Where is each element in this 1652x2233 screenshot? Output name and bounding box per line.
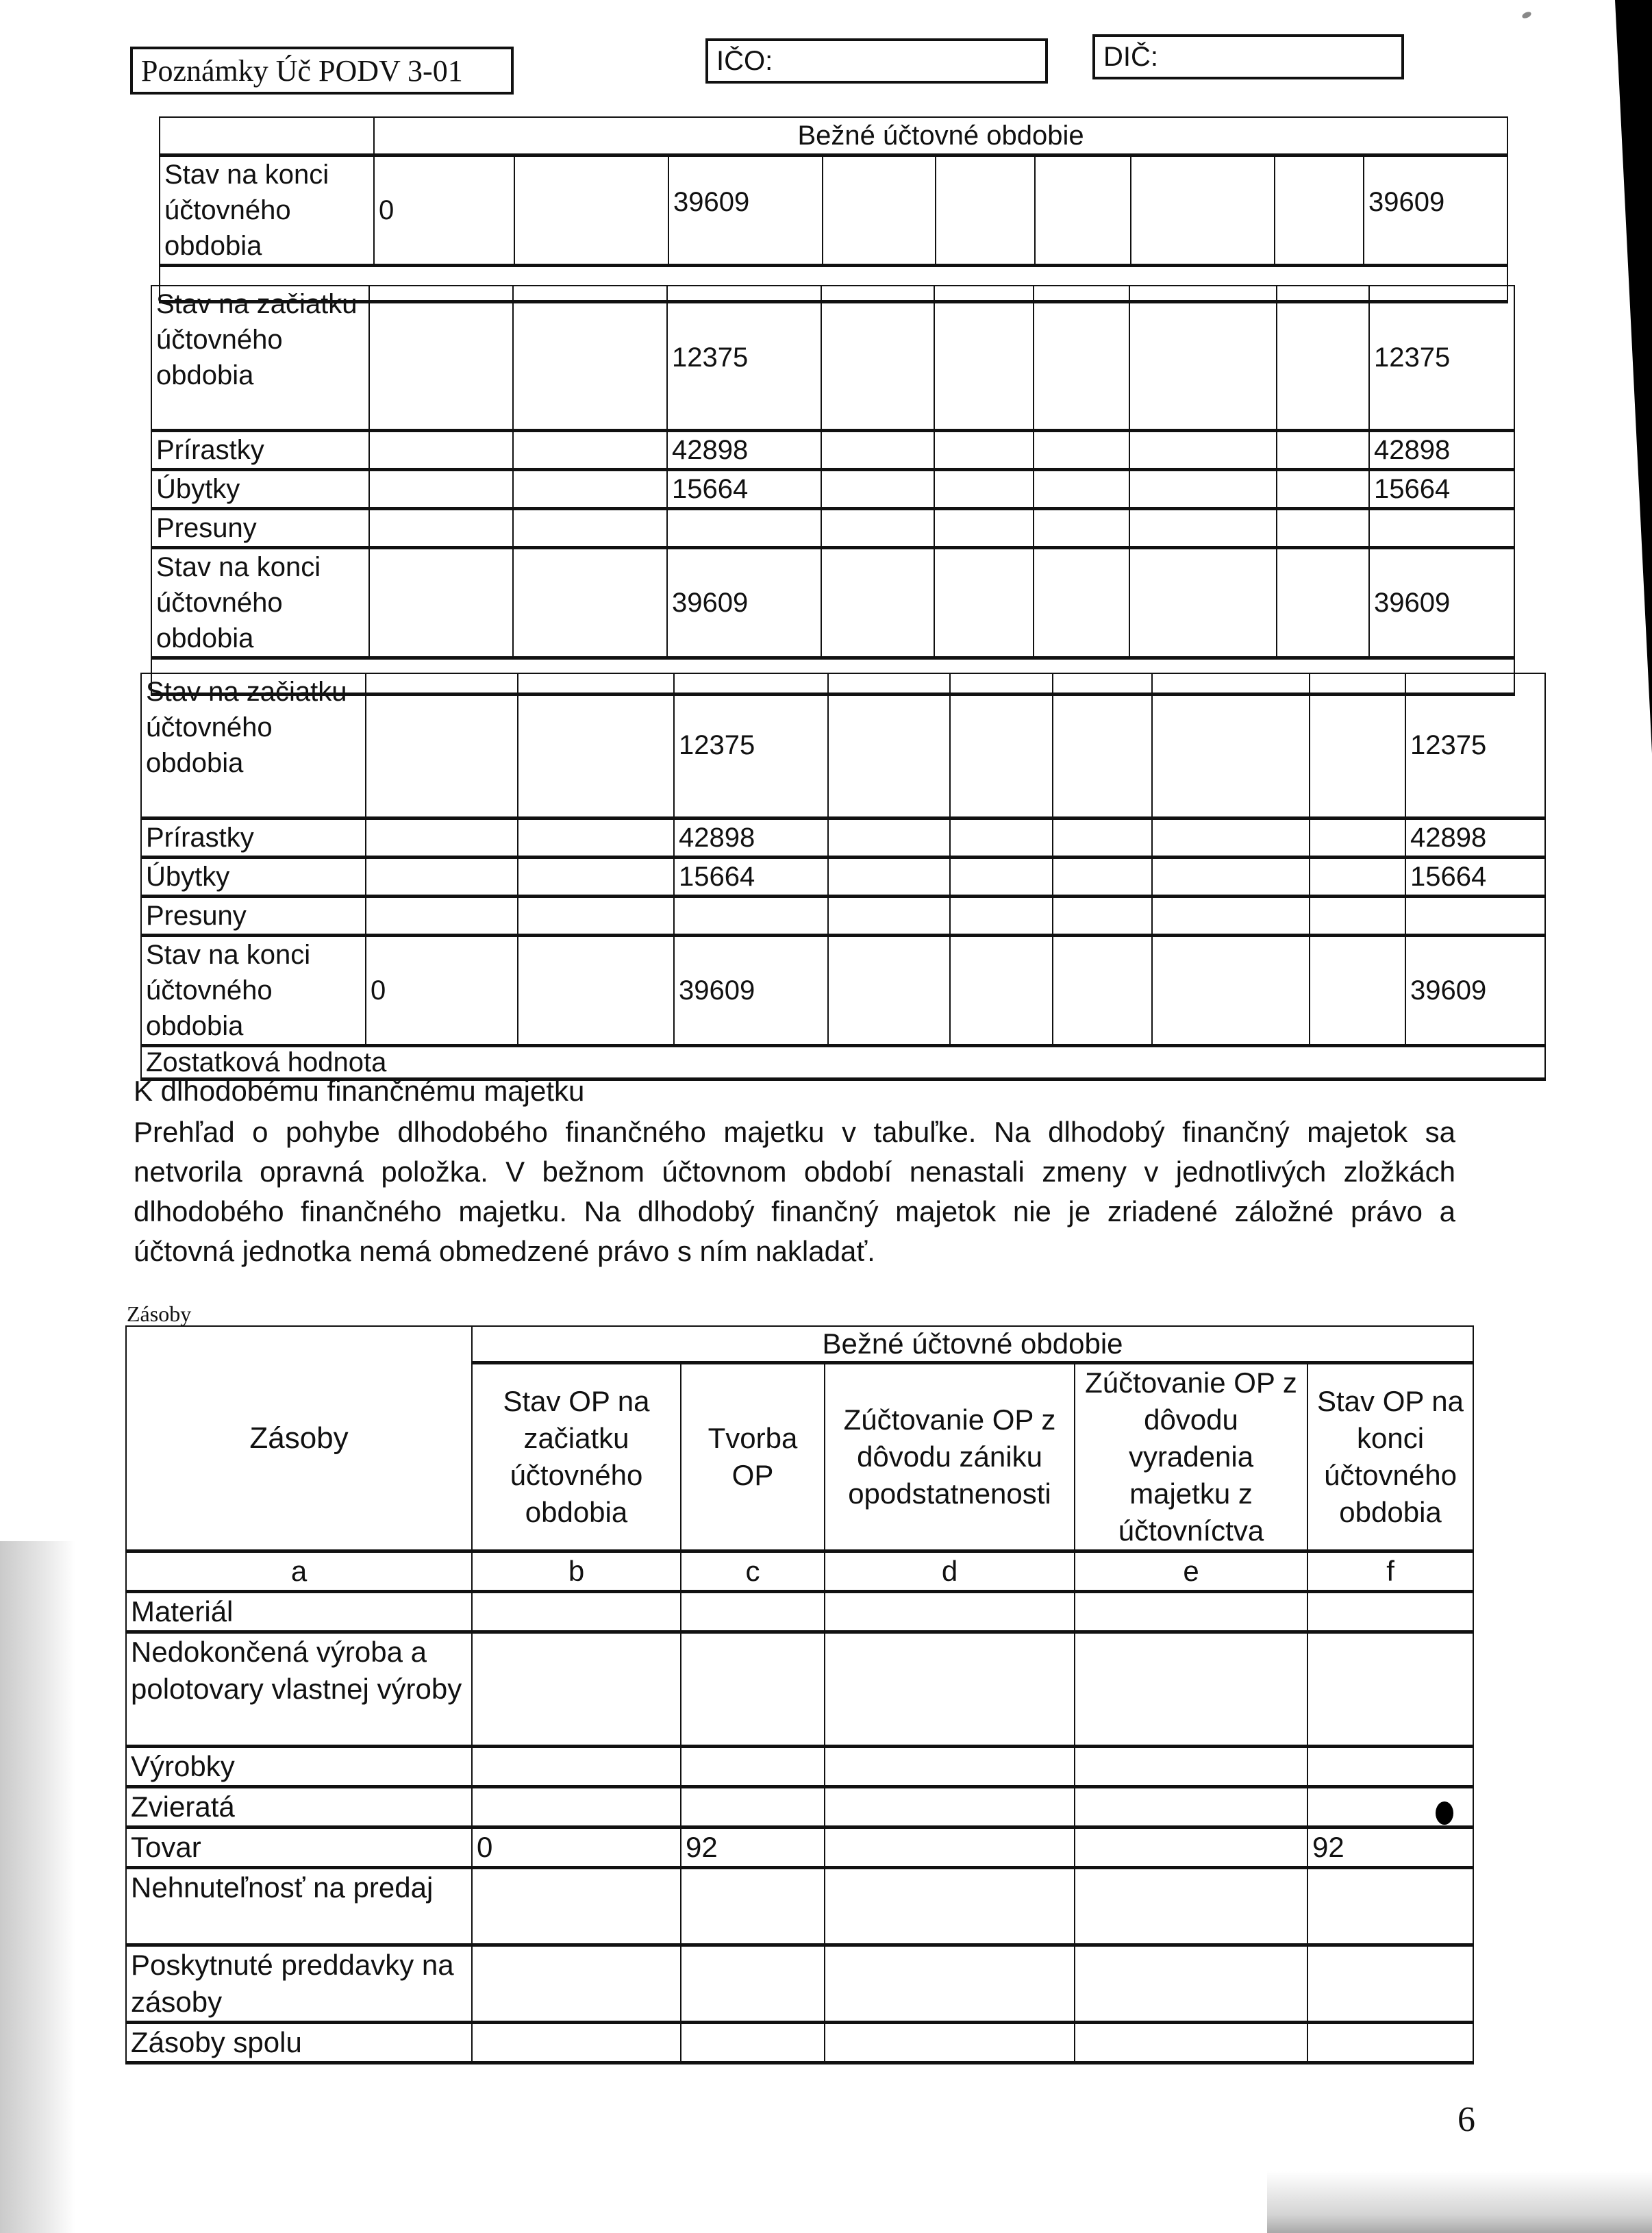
scan-speck (1521, 10, 1532, 19)
cell (681, 1632, 825, 1747)
table-row (126, 1592, 1473, 1632)
cell (950, 936, 1053, 1046)
table-row (126, 1747, 1473, 1787)
table-row (126, 1632, 1473, 1747)
cell (681, 1868, 825, 1945)
cell (1277, 548, 1369, 658)
cell (1405, 897, 1545, 936)
cell (1307, 2023, 1473, 2063)
asset-table-section-1 (159, 116, 1508, 303)
cell (1277, 286, 1369, 431)
cell: 15664 (674, 858, 828, 897)
cell (518, 897, 674, 936)
cell (472, 1592, 681, 1632)
row-label: Poskytnuté preddavky na zásoby (126, 1945, 472, 2023)
col-letter: c (681, 1551, 825, 1592)
cell (1075, 1787, 1307, 1827)
cell (950, 673, 1053, 819)
col-letter: b (472, 1551, 681, 1592)
cell (472, 2023, 681, 2063)
cell (1277, 431, 1369, 470)
table-row (141, 936, 1545, 1046)
cell (513, 431, 667, 470)
cell (1075, 1592, 1307, 1632)
table-row (141, 858, 1545, 897)
cell: 39609 (1369, 548, 1514, 658)
cell (472, 1868, 681, 1945)
table-row (151, 431, 1514, 470)
ico-field[interactable] (705, 38, 1048, 84)
col-header-opening-balance: Stav OP na začiatku účtovného obdobia (472, 1363, 681, 1551)
cell (934, 431, 1034, 470)
table-row (151, 548, 1514, 658)
cell (1053, 819, 1152, 858)
cell (1310, 673, 1405, 819)
table-row (126, 1868, 1473, 1945)
col-letter: e (1075, 1551, 1307, 1592)
cell (1053, 936, 1152, 1046)
cell (518, 673, 674, 819)
cell (518, 819, 674, 858)
cell (369, 470, 513, 509)
row-label: Tovar (126, 1827, 472, 1868)
row-label: Presuny (141, 897, 366, 936)
cell (472, 1787, 681, 1827)
row-label: Presuny (151, 509, 369, 548)
table-row (126, 1827, 1473, 1868)
cell (472, 1747, 681, 1787)
cell (823, 155, 936, 266)
row-label: Stav na konci účtovného obdobia (141, 936, 366, 1046)
cell (366, 819, 518, 858)
cell: 92 (1307, 1827, 1473, 1868)
row-label: Stav na konci účtovného obdobia (151, 548, 369, 658)
cell (934, 509, 1034, 548)
row-label: Nehnuteľnosť na predaj (126, 1868, 472, 1945)
form-title: Poznámky Úč PODV 3-01 (141, 53, 463, 88)
cell (1310, 897, 1405, 936)
col-letter: a (126, 1551, 472, 1592)
cell: 15664 (1405, 858, 1545, 897)
note-body: Prehľad o pohybe dlhodobého finančného majetku v tabuľke. Na dlhodobý finančný majetok sa netvorila opravná položka. V bežnom účtovnom období nenastali zmeny v jednotlivých zložkách dlhodobého finančného majetku. Na dlhodobý finančný majetok nie je zriadené záložné právo a účtovná jednotka nemá obmedzené právo s ním nakladať. (134, 1116, 1455, 1267)
cell (1053, 858, 1152, 897)
cell: 0 (472, 1827, 681, 1868)
col-letter: d (825, 1551, 1075, 1592)
asset-table-section-3 (140, 673, 1546, 1081)
cell (1307, 1592, 1473, 1632)
cell (681, 1787, 825, 1827)
table-row (141, 819, 1545, 858)
form-title-box (130, 47, 514, 95)
cell (821, 548, 934, 658)
row-label: Úbytky (141, 858, 366, 897)
cell (667, 509, 821, 548)
cell (1129, 431, 1277, 470)
cell (1310, 936, 1405, 1046)
cell (1131, 155, 1275, 266)
inventory-caption: Zásoby (127, 1301, 192, 1326)
cell (1277, 509, 1369, 548)
table-row (151, 509, 1514, 548)
cell (1310, 819, 1405, 858)
cell: 0 (366, 936, 518, 1046)
cell: 39609 (668, 155, 823, 266)
scan-left-shading (0, 1541, 75, 2233)
cell (821, 431, 934, 470)
cell (681, 1747, 825, 1787)
cell (513, 286, 667, 431)
row-label: Stav na konci účtovného obdobia (160, 155, 374, 266)
cell (1075, 1747, 1307, 1787)
page-number: 6 (1457, 2100, 1475, 2139)
table-row (151, 286, 1514, 431)
corner-cell (160, 117, 374, 155)
cell (1307, 1945, 1473, 2023)
row-label: Stav na začiatku účtovného obdobia (141, 673, 366, 819)
cell (1053, 673, 1152, 819)
financial-asset-note (134, 1074, 1455, 1271)
cell (1129, 286, 1277, 431)
cell (472, 1632, 681, 1747)
row-label: Prírastky (141, 819, 366, 858)
cell (1307, 1632, 1473, 1747)
cell (825, 1787, 1075, 1827)
cell (513, 470, 667, 509)
cell (1034, 286, 1129, 431)
cell (369, 548, 513, 658)
cell (1152, 673, 1310, 819)
table-row (126, 2023, 1473, 2063)
ink-blot (1436, 1801, 1453, 1825)
cell: 39609 (1405, 936, 1545, 1046)
cell (825, 2023, 1075, 2063)
cell (934, 470, 1034, 509)
row-label: Úbytky (151, 470, 369, 509)
table-row (160, 155, 1507, 266)
cell (681, 1592, 825, 1632)
cell (1307, 1747, 1473, 1787)
inventory-row-header: Zásoby (126, 1326, 472, 1551)
note-heading: K dlhodobému finančnému majetku (134, 1075, 585, 1107)
cell: 12375 (1405, 673, 1545, 819)
cell (1152, 819, 1310, 858)
cell (1034, 470, 1129, 509)
cell (1075, 1868, 1307, 1945)
cell (369, 286, 513, 431)
cell: 15664 (667, 470, 821, 509)
cell (825, 1632, 1075, 1747)
cell (1152, 858, 1310, 897)
scan-edge-shadow (1590, 0, 1652, 753)
cell (513, 509, 667, 548)
row-label: Zvieratá (126, 1787, 472, 1827)
cell (1053, 897, 1152, 936)
cell (1075, 1827, 1307, 1868)
scan-bottom-shading (1267, 2171, 1652, 2233)
period-header: Bežné účtovné obdobie (374, 117, 1507, 155)
cell (1075, 1945, 1307, 2023)
cell (828, 936, 950, 1046)
cell (681, 2023, 825, 2063)
cell: 12375 (667, 286, 821, 431)
ico-label: IČO: (716, 45, 773, 76)
cell (514, 155, 668, 266)
cell (821, 470, 934, 509)
row-label: Zásoby spolu (126, 2023, 472, 2063)
cell: 42898 (1369, 431, 1514, 470)
cell (828, 819, 950, 858)
cell (366, 858, 518, 897)
cell: 15664 (1369, 470, 1514, 509)
cell (518, 858, 674, 897)
row-label: Materiál (126, 1592, 472, 1632)
letter-row (126, 1551, 1473, 1592)
cell (828, 673, 950, 819)
row-label: Stav na začiatku účtovného obdobia (151, 286, 369, 431)
cell (1152, 936, 1310, 1046)
inventory-period-header: Bežné účtovné obdobie (472, 1326, 1473, 1363)
cell (369, 431, 513, 470)
cell (934, 286, 1034, 431)
cell (518, 936, 674, 1046)
cell (825, 1827, 1075, 1868)
cell (950, 897, 1053, 936)
cell (1075, 1632, 1307, 1747)
table-row (141, 897, 1545, 936)
col-header-creation: Tvorba OP (681, 1363, 825, 1551)
asset-table-section-2 (151, 285, 1515, 696)
cell (366, 673, 518, 819)
cell (681, 1945, 825, 2023)
cell (825, 1945, 1075, 2023)
table-row (126, 1945, 1473, 2023)
cell (825, 1592, 1075, 1632)
residual-value-label: Zostatková hodnota (141, 1046, 1545, 1080)
dic-field[interactable] (1092, 34, 1404, 79)
cell (1129, 509, 1277, 548)
cell (1034, 431, 1129, 470)
cell (366, 897, 518, 936)
cell (936, 155, 1035, 266)
cell: 39609 (667, 548, 821, 658)
cell (1035, 155, 1131, 266)
cell: 39609 (1364, 155, 1507, 266)
cell (821, 509, 934, 548)
cell (1129, 548, 1277, 658)
cell: 12375 (674, 673, 828, 819)
cell (825, 1868, 1075, 1945)
cell (674, 897, 828, 936)
cell (1310, 858, 1405, 897)
cell (1277, 470, 1369, 509)
dic-label: DIČ: (1103, 41, 1158, 72)
cell: 0 (374, 155, 514, 266)
cell (1075, 2023, 1307, 2063)
cell (950, 858, 1053, 897)
cell (934, 548, 1034, 658)
col-letter: f (1307, 1551, 1473, 1592)
row-label: Výrobky (126, 1747, 472, 1787)
cell (825, 1747, 1075, 1787)
table-row (126, 1787, 1473, 1827)
cell (1307, 1868, 1473, 1945)
cell (369, 509, 513, 548)
cell (828, 897, 950, 936)
cell: 12375 (1369, 286, 1514, 431)
cell (1369, 509, 1514, 548)
cell (1275, 155, 1364, 266)
cell (1129, 470, 1277, 509)
col-header-closing-balance: Stav OP na konci účtovného obdobia (1307, 1363, 1473, 1551)
row-label: Prírastky (151, 431, 369, 470)
col-header-settlement-disposal: Zúčtovanie OP z dôvodu vyradenia majetku z účtovníctva (1075, 1363, 1307, 1551)
cell (950, 819, 1053, 858)
cell (1034, 509, 1129, 548)
cell (821, 286, 934, 431)
cell: 39609 (674, 936, 828, 1046)
cell: 42898 (667, 431, 821, 470)
cell (513, 548, 667, 658)
inventory-table (125, 1325, 1474, 2064)
cell: 42898 (1405, 819, 1545, 858)
row-label: Nedokončená výroba a polotovary vlastnej výroby (126, 1632, 472, 1747)
cell: 42898 (674, 819, 828, 858)
cell (1034, 548, 1129, 658)
table-row (141, 673, 1545, 819)
cell: 92 (681, 1827, 825, 1868)
cell (828, 858, 950, 897)
table-row (151, 470, 1514, 509)
col-header-settlement-lapse: Zúčtovanie OP z dôvodu zániku opodstatnenosti (825, 1363, 1075, 1551)
cell (1152, 897, 1310, 936)
cell (472, 1945, 681, 2023)
